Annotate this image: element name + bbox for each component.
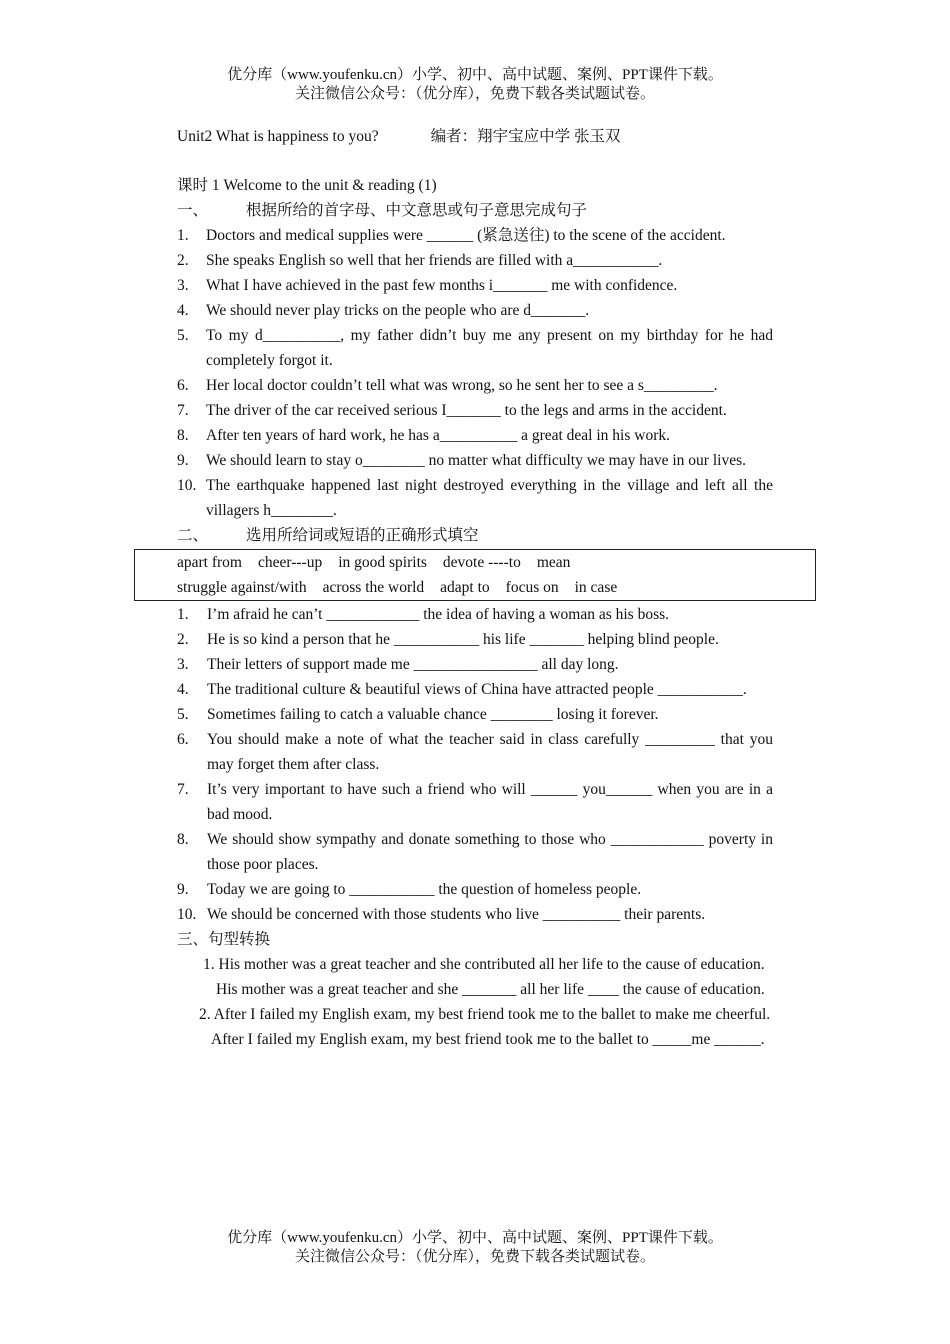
section-1-list (177, 223, 773, 523)
list-item: 8. After ten years of hard work, he has a__________ a great deal in his work. (177, 427, 670, 444)
header-line-2: 关注微信公众号：（优分库），免费下载各类试题试卷。 (294, 86, 655, 102)
word-bank-entry: cheer---up (257, 554, 323, 571)
list-item: 10. We should be concerned with those students who live __________ their parents. (177, 906, 706, 923)
list-item: 1. Doctors and medical supplies were ______ (紧急送往) to the scene of the accident. (177, 227, 726, 244)
word-bank-entry: mean (536, 554, 571, 571)
question-2-rewrite: After I failed my English exam, my best friend took me to the ballet to _____me ______. (211, 1031, 765, 1048)
list-item: 6. You should make a note of what the teacher said in class carefully _________ that you may forget them after class. (177, 731, 773, 773)
footer-line-1: 优分库（www.youfenku.cn）小学、初中、高中试题、案例、PPT课件下载。 (227, 1230, 723, 1246)
list-item: 5. To my d__________, my father didn’t buy me any present on my birthday for he had completely forgot it. (177, 327, 773, 369)
list-item: 7. The driver of the car received serious I_______ to the legs and arms in the accident. (177, 402, 727, 419)
word-bank-entry: across the world (322, 579, 425, 596)
list-item: 3. Their letters of support made me ________________ all day long. (177, 656, 619, 673)
word-bank-box (134, 549, 816, 601)
editor-credit: 编者：翔宇宝应中学 张玉双 (430, 128, 621, 145)
section-1-title: 根据所给的首字母、中文意思或句子意思完成句子 (246, 202, 588, 219)
list-item: 9. We should learn to stay o________ no matter what difficulty we may have in our lives. (177, 452, 746, 469)
word-bank-entry: in case (574, 579, 618, 596)
list-item: 3. What I have achieved in the past few months i_______ me with confidence. (177, 277, 678, 294)
list-item: 4. We should never play tricks on the people who are d_______. (177, 302, 590, 319)
section-2-title: 选用所给词或短语的正确形式填空 (246, 527, 479, 544)
unit-title: Unit2 What is happiness to you? (177, 128, 379, 145)
question-1-original: 1. His mother was a great teacher and she contributed all her life to the cause of education. (203, 956, 765, 973)
word-bank-row (177, 575, 815, 600)
unit-title-line (177, 124, 773, 149)
list-item: 8. We should show sympathy and donate something to those who ____________ poverty in those poor places. (177, 831, 773, 873)
list-item: 7. It’s very important to have such a friend who will ______ you______ when you are in a bad mood. (177, 781, 773, 823)
word-bank-entry: in good spirits (338, 554, 427, 571)
word-bank-entry: adapt to (440, 579, 490, 596)
list-item: 9. Today we are going to ___________ the question of homeless people. (177, 881, 642, 898)
list-item: 1. I’m afraid he can’t ____________ the idea of having a woman as his boss. (177, 606, 670, 623)
list-item: 2. He is so kind a person that he ___________ his life _______ helping blind people. (177, 631, 719, 648)
question-1-rewrite: His mother was a great teacher and she _______ all her life ____ the cause of education. (216, 981, 765, 998)
section-2-heading (177, 523, 773, 548)
section-3-heading: 三、句型转换 (177, 931, 271, 948)
page-header (0, 66, 950, 104)
section-1-label: 一、 (177, 202, 209, 219)
lesson-title: 课时 1 Welcome to the unit & reading (1) (177, 177, 437, 194)
page-footer (0, 1229, 950, 1267)
question-2-original: 2. After I failed my English exam, my best friend took me to the ballet to make me cheerful. (199, 1006, 771, 1023)
worksheet-content (177, 124, 773, 1052)
list-item: 2. She speaks English so well that her friends are filled with a___________. (177, 252, 663, 269)
word-bank-entry: apart from (177, 554, 242, 571)
list-item: 10. The earthquake happened last night destroyed everything in the village and left all the villagers h________. (177, 477, 773, 519)
header-line-1: 优分库（www.youfenku.cn）小学、初中、高中试题、案例、PPT课件下载。 (227, 67, 723, 83)
word-bank-entry: focus on (505, 579, 559, 596)
word-bank-entry: struggle against/with (177, 579, 307, 596)
word-bank-entry: devote ----to (442, 554, 521, 571)
footer-line-2: 关注微信公众号：（优分库），免费下载各类试题试卷。 (294, 1249, 655, 1265)
section-1-heading (177, 198, 773, 223)
section-2-label: 二、 (177, 527, 209, 544)
list-item: 4. The traditional culture & beautiful views of China have attracted people ___________. (177, 681, 747, 698)
list-item: 6. Her local doctor couldn’t tell what was wrong, so he sent her to see a s_________. (177, 377, 718, 394)
section-2-list (177, 602, 773, 927)
word-bank-row (177, 550, 815, 575)
list-item: 5. Sometimes failing to catch a valuable chance ________ losing it forever. (177, 706, 659, 723)
